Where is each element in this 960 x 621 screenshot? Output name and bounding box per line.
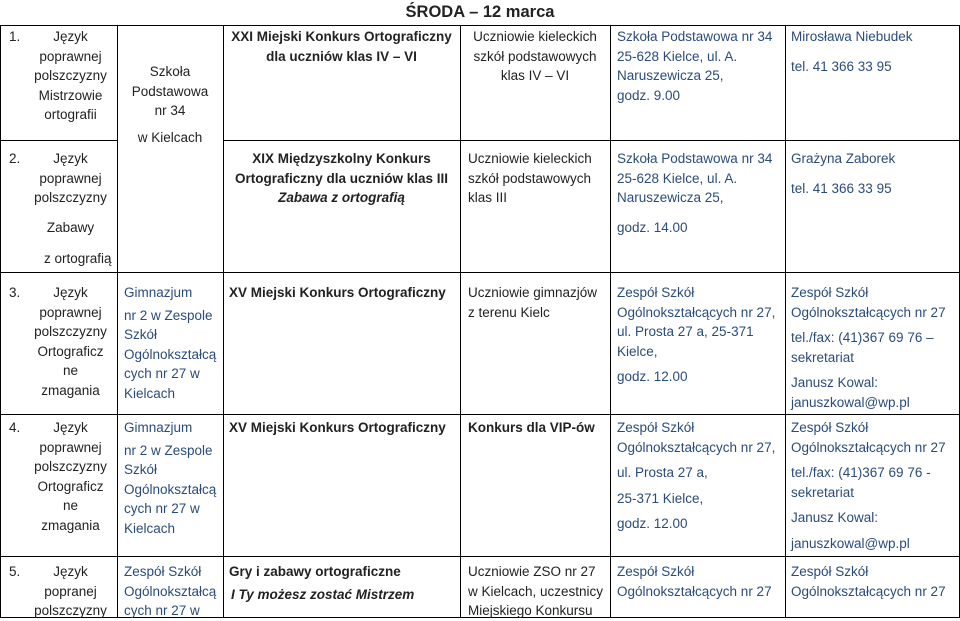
participants: Konkurs dla VIP-ów [468,420,595,435]
competition-category: Język poprawnej polszczyzny Ortograficz ne zmagania [34,285,107,398]
competition-name: XIX Międzyszkolny Konkurs Ortograficzny dla uczniów klas III Zabawa z ortografią [229,149,454,208]
competition-name: XV Miejski Konkurs Ortograficzny [229,285,446,300]
venue: Zespół Szkół Ogólnokształcących nr 27, ul. Prosta 27 a, 25-371 Kielce, godz. 12.00 [617,285,776,384]
participants: Uczniowie kieleckich szkół podstawowych klas IV – VI [473,29,597,83]
row-number: 5. [9,564,21,579]
page-title: ŚRODA – 12 marca [405,3,555,21]
row-number: 3. [9,285,21,300]
competition-category-continued: z ortografią [44,251,112,266]
competition-category: Język poprawnej polszczyzny Mistrzowie ortografii [34,29,107,122]
organizer: Gimnazjum nr 2 w Zespole Szkół Ogólnokształcą cych nr 27 w Kielcach [124,420,217,536]
competition-subtitle: Zabawa z ortografią [278,190,405,205]
contact: Zespół Szkół Ogólnokształcących nr 27 tel./fax: (41)367 69 76 - sekretariat Janusz Kowal: januszkowal@wp.pl [791,420,946,551]
venue: Szkoła Podstawowa nr 34 25-628 Kielce, ul. A. Naruszewicza 25, godz. 9.00 [617,29,773,103]
row-number: 1. [9,29,21,44]
participants: Uczniowie ZSO nr 27 w Kielcach, uczestnicy Miejskiego Konkursu [468,564,604,618]
competition-category: Język popranej polszczyzny [34,564,107,618]
contact: Zespół Szkół Ogólnokształcących nr 27 [791,564,946,599]
competition-category: Język poprawnej polszczyzny Zabawy [34,151,107,235]
contact: Grażyna Zaborek tel. 41 366 33 95 [791,151,896,196]
organizer: Zespół Szkół Ogólnokształcą cych nr 27 w [124,564,217,618]
competition-name: XXI Miejski Konkurs Ortograficzny dla uczniów klas IV – VI [231,29,452,64]
participants: Uczniowie kieleckich szkół podstawowych klas III [468,151,592,205]
venue: Zespół Szkół Ogólnokształcących nr 27 [617,564,772,599]
organizer: Szkoła Podstawowa nr 34 w Kielcach [131,64,209,145]
venue: Zespół Szkół Ogólnokształcących nr 27, ul. Prosta 27 a, 25-371 Kielce, godz. 12.00 [617,420,776,531]
contact: Zespół Szkół Ogólnokształcących nr 27 tel./fax: (41)367 69 76 – sekretariat Janusz Kowal: januszkowal@wp.pl [791,285,946,410]
row-number: 4. [9,420,21,435]
venue: Szkoła Podstawowa nr 34 25-628 Kielce, ul. A. Naruszewicza 25, godz. 14.00 [617,151,773,235]
competition-name: XV Miejski Konkurs Ortograficzny [229,420,446,435]
contact: Mirosława Niebudek tel. 41 366 33 95 [791,29,913,74]
competition-category: Język poprawnej polszczyzny Ortograficz ne zmagania [34,420,107,533]
competition-name: Gry i zabawy ortograficzne I Ty możesz zostać Mistrzem [229,562,414,604]
participants: Uczniowie gimnazjów z terenu Kielc [468,285,598,320]
competition-subtitle: I Ty możesz zostać Mistrzem [231,586,415,602]
organizer: Gimnazjum nr 2 w Zespole Szkół Ogólnokształcą cych nr 27 w Kielcach [124,285,217,401]
row-number: 2. [9,151,21,166]
